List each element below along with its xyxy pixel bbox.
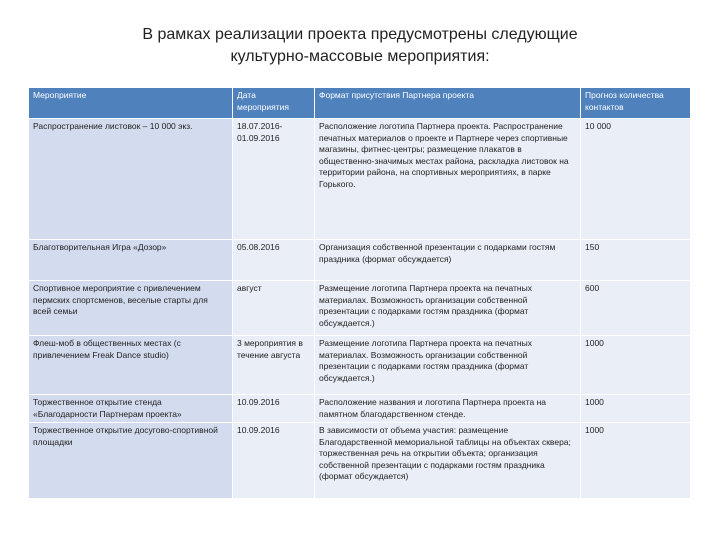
header-format: Формат присутствия Партнера проекта [315, 88, 581, 119]
header-event: Мероприятие [29, 88, 233, 119]
cell-event: Торжественное открытие стенда «Благодарности Партнерам проекта» [29, 395, 233, 423]
cell-event: Флеш-моб в общественных местах (с привлечением Freak Dance studio) [29, 336, 233, 395]
cell-format: Размещение логотипа Партнера проекта на печатных материалах. Возможность организации собственной презентации с подарками гостям праздника (формат обсуждается.) [315, 281, 581, 336]
cell-format: Расположение названия и логотипа Партнера проекта на памятном благодарственном стенде. [315, 395, 581, 423]
cell-event: Спортивное мероприятие с привлечением пермских спортсменов, веселые старты для всей семьи [29, 281, 233, 336]
cell-contacts: 1000 [581, 423, 691, 499]
slide-title [60, 24, 660, 68]
table-row [29, 281, 691, 336]
cell-event: Распространение листовок – 10 000 экз. [29, 119, 233, 240]
cell-date: 10.09.2016 [233, 423, 315, 499]
table-row [29, 240, 691, 281]
table-row [29, 336, 691, 395]
cell-format: Размещение логотипа Партнера проекта на печатных материалах. Возможность организации собственной презентации с подарками гостям праздника (формат обсуждается.) [315, 336, 581, 395]
table-header-row [29, 88, 691, 119]
cell-format: Организация собственной презентации с подарками гостям праздника (формат обсуждается) [315, 240, 581, 281]
cell-date: 3 мероприятия в течение августа [233, 336, 315, 395]
cell-date: 18.07.2016-01.09.2016 [233, 119, 315, 240]
title-line-2: культурно-массовые мероприятия: [230, 48, 490, 65]
header-contacts: Прогноз количества контактов [581, 88, 691, 119]
cell-event: Благотворительная Игра «Дозор» [29, 240, 233, 281]
cell-date: 05.08.2016 [233, 240, 315, 281]
cell-format: В зависимости от объема участия: размещение Благодарственной мемориальной таблицы на объектах сквера; торжественная речь на открытии объекта; организация собственной презентации с подарками гостям праздника (формат обсуждается) [315, 423, 581, 499]
cell-contacts: 600 [581, 281, 691, 336]
cell-date: август [233, 281, 315, 336]
cell-event: Торжественное открытие досугово-спортивной площадки [29, 423, 233, 499]
cell-date: 10.09.2016 [233, 395, 315, 423]
table-row [29, 119, 691, 240]
header-date: Дата мероприятия [233, 88, 315, 119]
events-table [28, 87, 691, 499]
title-line-1: В рамках реализации проекта предусмотрены следующие [142, 26, 578, 43]
cell-contacts: 10 000 [581, 119, 691, 240]
cell-format: Расположение логотипа Партнера проекта. Распространение печатных материалов о проекте и Партнере через спортивные магазины, фитнес-центры; размещение плакатов в общественно-значимых местах района, раскладка листовок на территории района, на спортивных мероприятиях, в парке Горького. [315, 119, 581, 240]
cell-contacts: 1000 [581, 395, 691, 423]
cell-contacts: 150 [581, 240, 691, 281]
cell-contacts: 1000 [581, 336, 691, 395]
table-row [29, 423, 691, 499]
table-row [29, 395, 691, 423]
